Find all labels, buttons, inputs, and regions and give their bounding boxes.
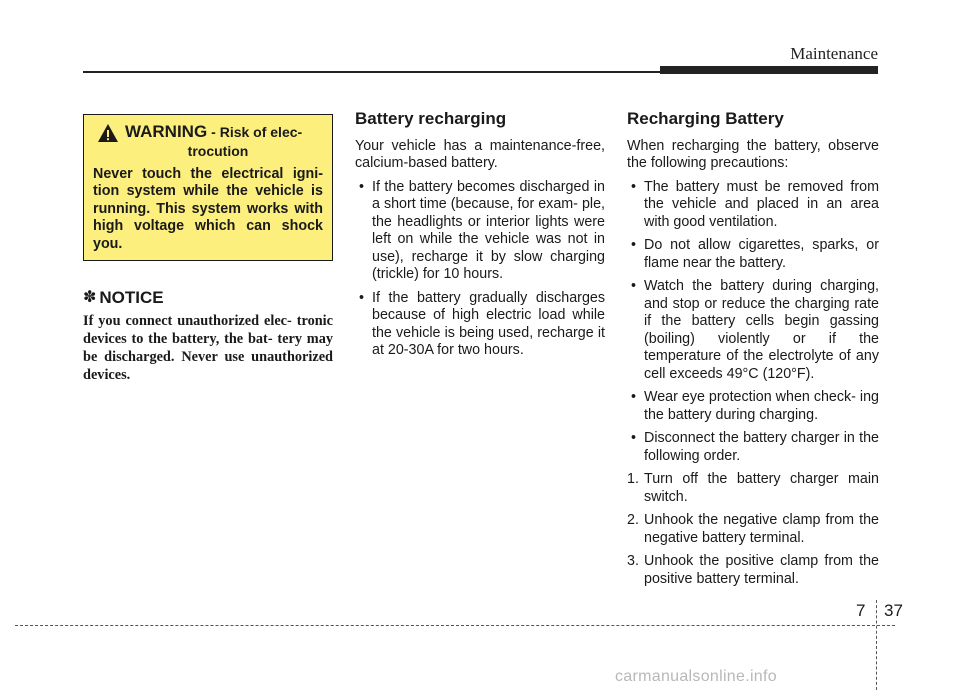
notice-heading bbox=[83, 289, 333, 307]
notice-star-icon: ✽ bbox=[83, 289, 97, 306]
list-item-text: If the battery gradually discharges because of high electric load while the vehicle is being used, recharge it at 20-30A for two hours. bbox=[372, 289, 605, 358]
list-item bbox=[627, 389, 879, 424]
step-text: Unhook the positive clamp from the positive battery terminal. bbox=[644, 553, 879, 587]
warning-subtitle: - Risk of elec- bbox=[211, 124, 303, 140]
recharging-precautions-list bbox=[627, 179, 879, 466]
section-title-recharging-battery: Recharging Battery bbox=[627, 109, 784, 128]
bullet-icon: • bbox=[359, 289, 365, 306]
page-header-title: Maintenance bbox=[790, 44, 878, 63]
bullet-icon: • bbox=[631, 278, 637, 294]
section-title-battery-recharging: Battery recharging bbox=[355, 109, 507, 128]
list-item-text: Do not allow cigarettes, sparks, or flame near the battery. bbox=[644, 237, 879, 271]
list-item-text: The battery must be removed from the vehicle and placed in an area with good ventilation. bbox=[644, 178, 879, 230]
notice-body: If you connect unauthorized elec- tronic devices to the battery, the bat- tery may be discharged. Never use unauthorized devices. bbox=[83, 312, 333, 383]
bullet-icon: • bbox=[631, 389, 637, 405]
warning-title: WARNING bbox=[125, 122, 208, 141]
step-item bbox=[627, 512, 879, 547]
list-item-text: If the battery becomes discharged in a short time (because, for exam- ple, the headlights or interior lights were left on while the vehicle was not in use), recharge it by slow charging (trickle) for 10 hours. bbox=[372, 178, 605, 282]
list-item bbox=[355, 290, 605, 360]
list-item bbox=[355, 179, 605, 284]
step-number: 3. bbox=[627, 553, 639, 569]
list-item-text: Wear eye protection when check- ing the battery during charging. bbox=[644, 389, 879, 423]
list-item bbox=[627, 430, 879, 465]
bullet-icon: • bbox=[631, 430, 637, 446]
header-rule-thick bbox=[660, 66, 878, 74]
bullet-icon: • bbox=[359, 178, 365, 195]
bullet-icon: • bbox=[631, 237, 637, 253]
list-item-text: Disconnect the battery charger in the following order. bbox=[644, 430, 879, 464]
disconnect-steps-list bbox=[627, 471, 879, 588]
step-text: Unhook the negative clamp from the negative battery terminal. bbox=[644, 512, 879, 546]
chapter-number: 7 bbox=[856, 601, 866, 620]
notice-title: NOTICE bbox=[99, 288, 164, 307]
column-left bbox=[83, 108, 333, 384]
step-item bbox=[627, 471, 879, 506]
footer-rule bbox=[15, 625, 895, 626]
list-item bbox=[627, 278, 879, 383]
column-middle bbox=[355, 108, 605, 366]
page-number: 37 bbox=[884, 601, 903, 620]
battery-recharging-list bbox=[355, 179, 605, 360]
step-number: 1. bbox=[627, 471, 639, 487]
watermark: carmanualsonline.info bbox=[615, 668, 777, 685]
footer-divider bbox=[876, 600, 877, 690]
step-text: Turn off the battery charger main switch. bbox=[644, 471, 879, 505]
step-number: 2. bbox=[627, 512, 639, 528]
list-item bbox=[627, 237, 879, 272]
warning-body: Never touch the electrical igni- tion system while the vehicle is running. This system works with high voltage which can shock you. bbox=[93, 165, 323, 252]
step-item bbox=[627, 553, 879, 588]
warning-header bbox=[93, 123, 323, 143]
list-item-text: Watch the battery during charging, and stop or reduce the charging rate if the battery cells begin gassing (boiling) violently or if the temperature of the electrolyte of any cell exceeds 49°C (120°F). bbox=[644, 278, 879, 382]
warning-subtitle-cont: trocution bbox=[187, 143, 249, 159]
warning-box bbox=[83, 114, 333, 261]
warning-triangle-icon bbox=[97, 123, 119, 143]
header-rule-thin bbox=[83, 71, 683, 73]
recharging-battery-intro: When recharging the battery, observe the following precautions: bbox=[627, 137, 879, 171]
list-item bbox=[627, 179, 879, 232]
column-right bbox=[627, 108, 879, 594]
bullet-icon: • bbox=[631, 178, 637, 195]
battery-recharging-intro: Your vehicle has a maintenance-free, calcium-based battery. bbox=[355, 137, 605, 171]
